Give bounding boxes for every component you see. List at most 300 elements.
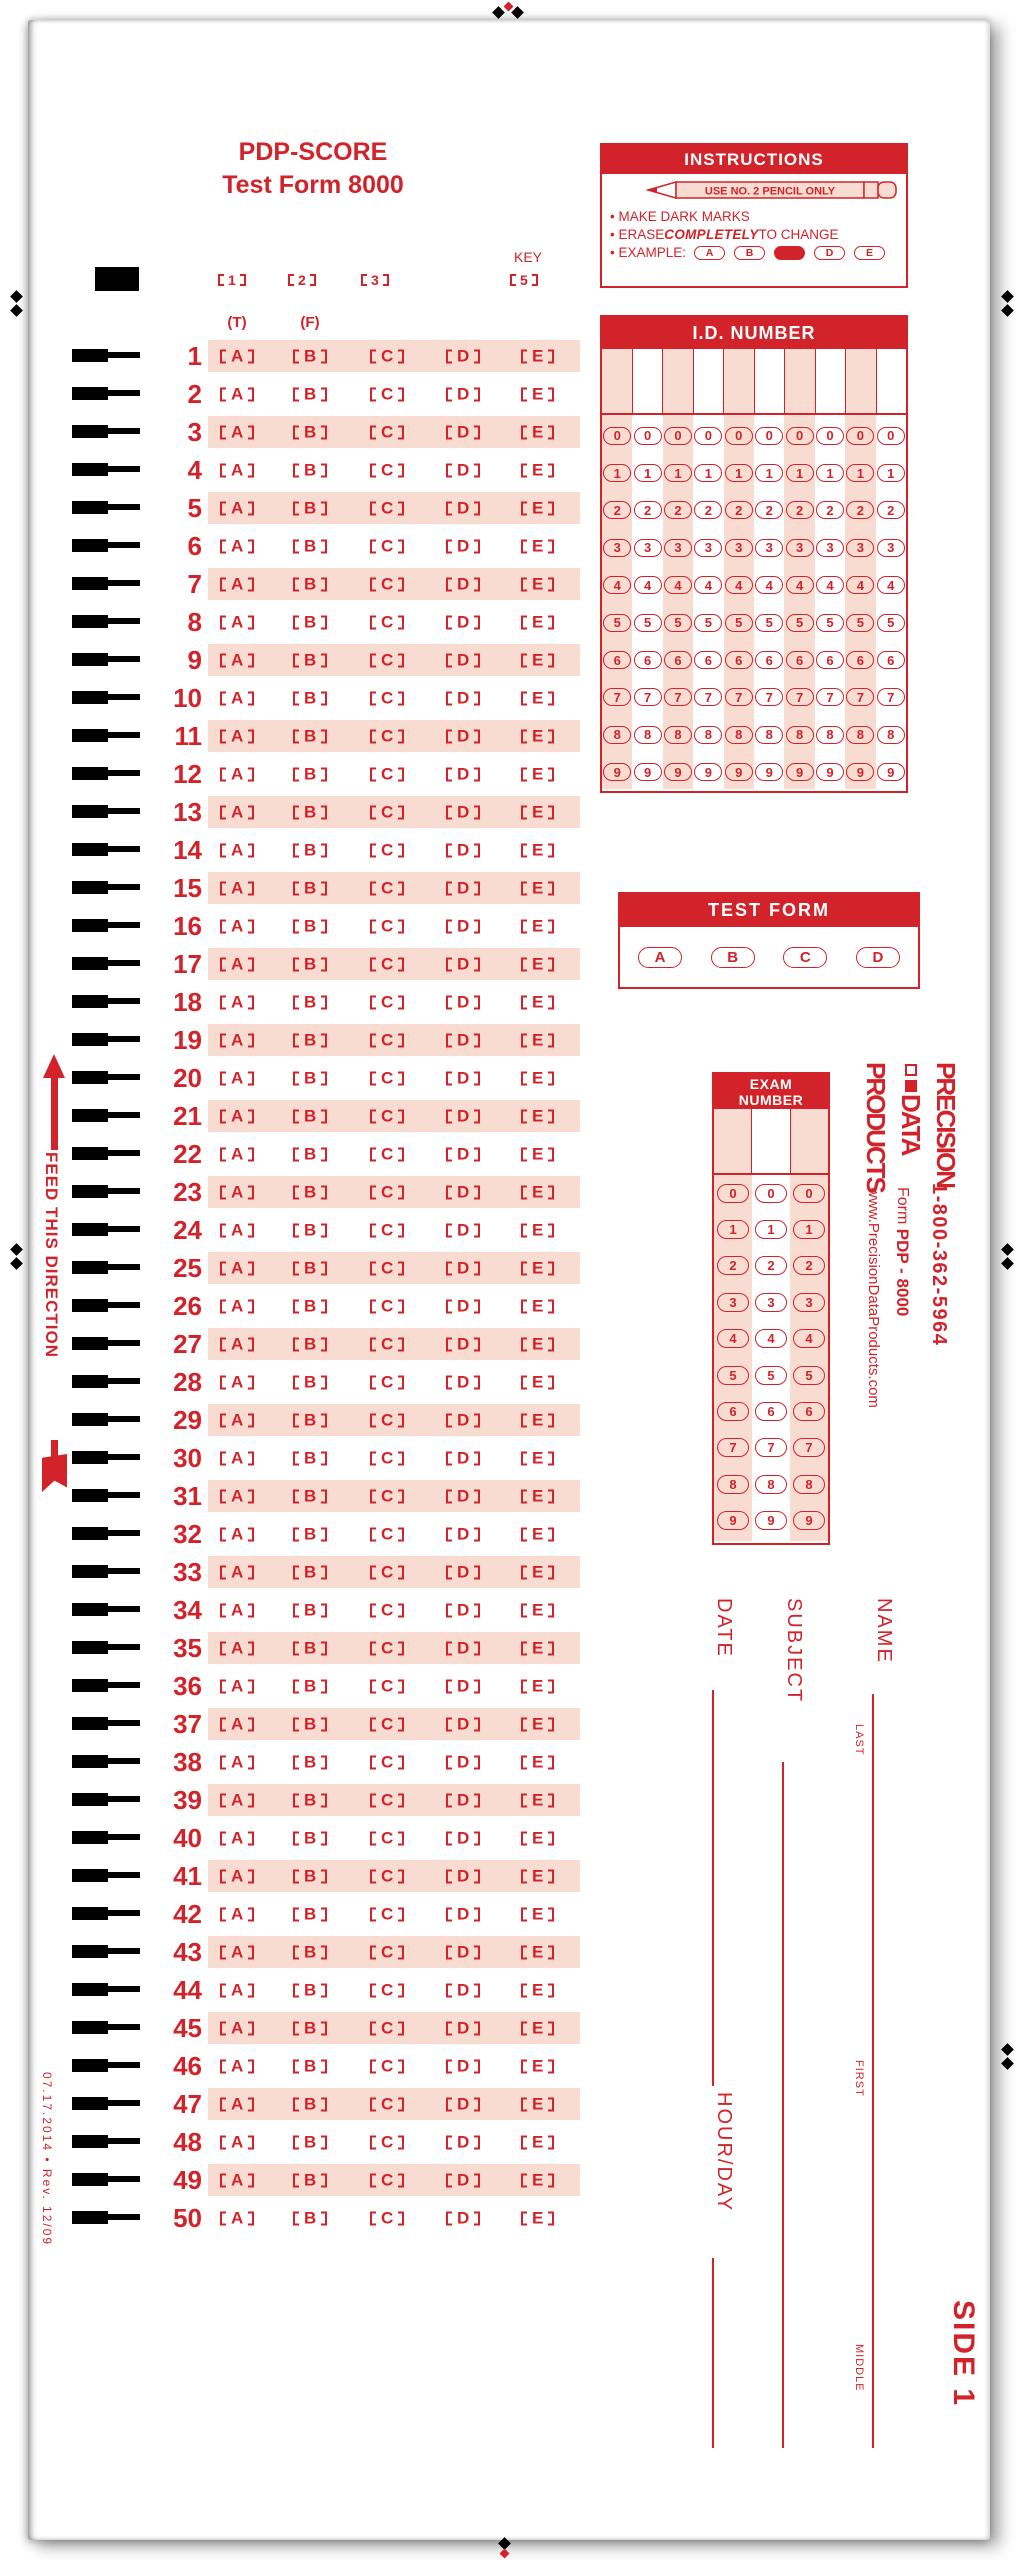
answer-bubble-47-E[interactable] [521, 2096, 554, 2113]
answer-bubble-9-E[interactable] [521, 652, 554, 669]
answer-bubble-13-A[interactable] [220, 804, 254, 821]
id-digit-bubble-6-col8[interactable]: 6 [816, 651, 844, 669]
id-digit-bubble-9-col3[interactable]: 9 [664, 763, 692, 781]
answer-bubble-41-E[interactable] [521, 1868, 554, 1885]
answer-bubble-12-B[interactable] [293, 766, 327, 783]
answer-bubble-35-B[interactable] [293, 1640, 327, 1657]
id-digit-bubble-2-col2[interactable]: 2 [634, 501, 662, 519]
id-digit-bubble-9-col1[interactable]: 9 [603, 763, 631, 781]
answer-bubble-17-B[interactable] [293, 956, 327, 973]
answer-bubble-46-A[interactable] [220, 2058, 254, 2075]
answer-bubble-45-A[interactable] [220, 2020, 254, 2037]
answer-bubble-1-E[interactable] [521, 348, 554, 365]
answer-bubble-43-A[interactable] [220, 1944, 254, 1961]
exam-digit-bubble-4-col3[interactable]: 4 [793, 1329, 825, 1348]
answer-bubble-10-A[interactable] [220, 690, 254, 707]
id-digit-bubble-7-col4[interactable]: 7 [694, 688, 722, 706]
id-digit-bubble-1-col6[interactable]: 1 [755, 464, 783, 482]
answer-bubble-13-B[interactable] [293, 804, 327, 821]
answer-bubble-26-D[interactable] [446, 1298, 480, 1315]
answer-bubble-35-A[interactable] [220, 1640, 254, 1657]
answer-bubble-3-A[interactable] [220, 424, 254, 441]
answer-bubble-49-B[interactable] [293, 2172, 327, 2189]
id-digit-bubble-9-col2[interactable]: 9 [634, 763, 662, 781]
answer-bubble-15-D[interactable] [446, 880, 480, 897]
answer-bubble-50-E[interactable] [521, 2210, 554, 2227]
id-digit-bubble-2-col4[interactable]: 2 [694, 501, 722, 519]
answer-bubble-38-C[interactable] [370, 1754, 404, 1771]
exam-digit-bubble-0-col1[interactable]: 0 [717, 1184, 749, 1203]
answer-bubble-15-C[interactable] [370, 880, 404, 897]
answer-bubble-19-B[interactable] [293, 1032, 327, 1049]
answer-bubble-41-D[interactable] [446, 1868, 480, 1885]
test-form-bubble-A[interactable]: A [638, 947, 682, 968]
answer-bubble-39-E[interactable] [521, 1792, 554, 1809]
answer-bubble-17-E[interactable] [521, 956, 554, 973]
id-digit-bubble-3-col6[interactable]: 3 [755, 539, 783, 557]
exam-digit-bubble-8-col2[interactable]: 8 [755, 1475, 787, 1494]
answer-bubble-18-D[interactable] [446, 994, 480, 1011]
answer-bubble-14-D[interactable] [446, 842, 480, 859]
answer-bubble-46-D[interactable] [446, 2058, 480, 2075]
answer-bubble-39-D[interactable] [446, 1792, 480, 1809]
id-digit-bubble-2-col6[interactable]: 2 [755, 501, 783, 519]
answer-bubble-34-E[interactable] [521, 1602, 554, 1619]
answer-bubble-48-A[interactable] [220, 2134, 254, 2151]
answer-bubble-23-D[interactable] [446, 1184, 480, 1201]
answer-bubble-45-C[interactable] [370, 2020, 404, 2037]
id-digit-bubble-8-col10[interactable]: 8 [877, 726, 905, 744]
answer-bubble-22-B[interactable] [293, 1146, 327, 1163]
exam-digit-bubble-0-col2[interactable]: 0 [755, 1184, 787, 1203]
answer-bubble-20-C[interactable] [370, 1070, 404, 1087]
id-digit-bubble-8-col9[interactable]: 8 [846, 726, 874, 744]
id-digit-bubble-5-col8[interactable]: 5 [816, 614, 844, 632]
id-digit-bubble-1-col5[interactable]: 1 [725, 464, 753, 482]
id-writein-box[interactable] [602, 349, 633, 413]
answer-bubble-20-B[interactable] [293, 1070, 327, 1087]
exam-digit-bubble-2-col3[interactable]: 2 [793, 1256, 825, 1275]
answer-bubble-45-E[interactable] [521, 2020, 554, 2037]
id-digit-bubble-7-col2[interactable]: 7 [634, 688, 662, 706]
answer-bubble-36-B[interactable] [293, 1678, 327, 1695]
answer-bubble-8-D[interactable] [446, 614, 480, 631]
answer-bubble-23-A[interactable] [220, 1184, 254, 1201]
id-digit-bubble-3-col9[interactable]: 3 [846, 539, 874, 557]
exam-digit-bubble-0-col3[interactable]: 0 [793, 1184, 825, 1203]
answer-bubble-21-E[interactable] [521, 1108, 554, 1125]
id-digit-bubble-5-col7[interactable]: 5 [786, 614, 814, 632]
answer-bubble-34-D[interactable] [446, 1602, 480, 1619]
answer-bubble-24-B[interactable] [293, 1222, 327, 1239]
answer-bubble-22-D[interactable] [446, 1146, 480, 1163]
answer-bubble-32-E[interactable] [521, 1526, 554, 1543]
id-writein-box[interactable] [755, 349, 786, 413]
exam-digit-bubble-8-col3[interactable]: 8 [793, 1475, 825, 1494]
answer-bubble-33-A[interactable] [220, 1564, 254, 1581]
answer-bubble-33-C[interactable] [370, 1564, 404, 1581]
answer-bubble-50-B[interactable] [293, 2210, 327, 2227]
answer-bubble-19-E[interactable] [521, 1032, 554, 1049]
answer-bubble-4-E[interactable] [521, 462, 554, 479]
id-digit-bubble-2-col9[interactable]: 2 [846, 501, 874, 519]
id-digit-bubble-8-col4[interactable]: 8 [694, 726, 722, 744]
answer-bubble-8-E[interactable] [521, 614, 554, 631]
id-digit-bubble-6-col3[interactable]: 6 [664, 651, 692, 669]
answer-bubble-48-C[interactable] [370, 2134, 404, 2151]
answer-bubble-45-D[interactable] [446, 2020, 480, 2037]
id-digit-bubble-1-col7[interactable]: 1 [786, 464, 814, 482]
id-writein-box[interactable] [633, 349, 664, 413]
id-digit-bubble-3-col3[interactable]: 3 [664, 539, 692, 557]
answer-bubble-24-C[interactable] [370, 1222, 404, 1239]
answer-bubble-23-C[interactable] [370, 1184, 404, 1201]
answer-bubble-25-A[interactable] [220, 1260, 254, 1277]
answer-bubble-4-C[interactable] [370, 462, 404, 479]
id-digit-bubble-5-col4[interactable]: 5 [694, 614, 722, 632]
id-digit-bubble-8-col5[interactable]: 8 [725, 726, 753, 744]
answer-bubble-15-B[interactable] [293, 880, 327, 897]
exam-digit-bubble-5-col1[interactable]: 5 [717, 1366, 749, 1385]
exam-digit-bubble-1-col1[interactable]: 1 [717, 1220, 749, 1239]
answer-bubble-6-D[interactable] [446, 538, 480, 555]
id-digit-bubble-6-col6[interactable]: 6 [755, 651, 783, 669]
id-digit-bubble-8-col6[interactable]: 8 [755, 726, 783, 744]
answer-bubble-40-B[interactable] [293, 1830, 327, 1847]
answer-bubble-11-D[interactable] [446, 728, 480, 745]
answer-bubble-21-B[interactable] [293, 1108, 327, 1125]
answer-bubble-43-B[interactable] [293, 1944, 327, 1961]
id-digit-bubble-4-col10[interactable]: 4 [877, 576, 905, 594]
id-digit-bubble-6-col1[interactable]: 6 [603, 651, 631, 669]
answer-bubble-4-A[interactable] [220, 462, 254, 479]
answer-bubble-43-D[interactable] [446, 1944, 480, 1961]
answer-bubble-11-E[interactable] [521, 728, 554, 745]
id-digit-bubble-9-col5[interactable]: 9 [725, 763, 753, 781]
id-writein-box[interactable] [877, 349, 907, 413]
id-digit-bubble-0-col9[interactable]: 0 [846, 427, 874, 445]
id-digit-bubble-1-col3[interactable]: 1 [664, 464, 692, 482]
id-digit-bubble-0-col10[interactable]: 0 [877, 427, 905, 445]
answer-bubble-20-A[interactable] [220, 1070, 254, 1087]
exam-digit-bubble-6-col3[interactable]: 6 [793, 1402, 825, 1421]
answer-bubble-12-E[interactable] [521, 766, 554, 783]
id-digit-bubble-7-col5[interactable]: 7 [725, 688, 753, 706]
answer-bubble-29-C[interactable] [370, 1412, 404, 1429]
answer-bubble-16-C[interactable] [370, 918, 404, 935]
answer-bubble-19-C[interactable] [370, 1032, 404, 1049]
id-digit-bubble-3-col1[interactable]: 3 [603, 539, 631, 557]
answer-bubble-17-C[interactable] [370, 956, 404, 973]
answer-bubble-7-C[interactable] [370, 576, 404, 593]
answer-bubble-49-A[interactable] [220, 2172, 254, 2189]
answer-bubble-8-B[interactable] [293, 614, 327, 631]
answer-bubble-2-B[interactable] [293, 386, 327, 403]
answer-bubble-33-B[interactable] [293, 1564, 327, 1581]
answer-bubble-31-A[interactable] [220, 1488, 254, 1505]
id-digit-bubble-5-col2[interactable]: 5 [634, 614, 662, 632]
answer-bubble-17-A[interactable] [220, 956, 254, 973]
id-digit-bubble-7-col9[interactable]: 7 [846, 688, 874, 706]
answer-bubble-31-C[interactable] [370, 1488, 404, 1505]
answer-bubble-29-E[interactable] [521, 1412, 554, 1429]
answer-bubble-45-B[interactable] [293, 2020, 327, 2037]
id-digit-bubble-5-col5[interactable]: 5 [725, 614, 753, 632]
answer-bubble-46-B[interactable] [293, 2058, 327, 2075]
answer-bubble-39-A[interactable] [220, 1792, 254, 1809]
id-digit-bubble-4-col4[interactable]: 4 [694, 576, 722, 594]
id-digit-bubble-6-col5[interactable]: 6 [725, 651, 753, 669]
answer-bubble-42-D[interactable] [446, 1906, 480, 1923]
exam-digit-bubble-2-col1[interactable]: 2 [717, 1256, 749, 1275]
subject-field-line[interactable] [782, 1762, 784, 2448]
id-digit-bubble-6-col2[interactable]: 6 [634, 651, 662, 669]
answer-bubble-27-C[interactable] [370, 1336, 404, 1353]
answer-bubble-44-C[interactable] [370, 1982, 404, 1999]
id-digit-bubble-0-col1[interactable]: 0 [603, 427, 631, 445]
answer-bubble-32-D[interactable] [446, 1526, 480, 1543]
answer-bubble-44-E[interactable] [521, 1982, 554, 1999]
test-form-bubble-C[interactable]: C [783, 947, 827, 968]
id-digit-bubble-1-col1[interactable]: 1 [603, 464, 631, 482]
id-digit-bubble-0-col7[interactable]: 0 [786, 427, 814, 445]
test-form-bubble-D[interactable]: D [856, 947, 900, 968]
answer-bubble-13-C[interactable] [370, 804, 404, 821]
id-digit-bubble-7-col1[interactable]: 7 [603, 688, 631, 706]
id-writein-box[interactable] [724, 349, 755, 413]
exam-digit-bubble-1-col2[interactable]: 1 [755, 1220, 787, 1239]
answer-bubble-26-E[interactable] [521, 1298, 554, 1315]
id-digit-bubble-6-col10[interactable]: 6 [877, 651, 905, 669]
answer-bubble-16-D[interactable] [446, 918, 480, 935]
answer-bubble-28-B[interactable] [293, 1374, 327, 1391]
answer-bubble-21-C[interactable] [370, 1108, 404, 1125]
answer-bubble-37-D[interactable] [446, 1716, 480, 1733]
answer-bubble-11-C[interactable] [370, 728, 404, 745]
answer-bubble-49-E[interactable] [521, 2172, 554, 2189]
answer-bubble-13-E[interactable] [521, 804, 554, 821]
answer-bubble-17-D[interactable] [446, 956, 480, 973]
answer-bubble-9-B[interactable] [293, 652, 327, 669]
answer-bubble-24-D[interactable] [446, 1222, 480, 1239]
id-digit-bubble-7-col8[interactable]: 7 [816, 688, 844, 706]
answer-bubble-28-E[interactable] [521, 1374, 554, 1391]
id-digit-bubble-5-col3[interactable]: 5 [664, 614, 692, 632]
id-digit-bubble-1-col4[interactable]: 1 [694, 464, 722, 482]
exam-writein-box[interactable] [791, 1109, 828, 1173]
answer-bubble-5-B[interactable] [293, 500, 327, 517]
answer-bubble-30-C[interactable] [370, 1450, 404, 1467]
answer-bubble-50-C[interactable] [370, 2210, 404, 2227]
answer-bubble-28-A[interactable] [220, 1374, 254, 1391]
answer-bubble-19-D[interactable] [446, 1032, 480, 1049]
answer-bubble-10-C[interactable] [370, 690, 404, 707]
answer-bubble-12-A[interactable] [220, 766, 254, 783]
answer-bubble-15-A[interactable] [220, 880, 254, 897]
id-digit-bubble-4-col2[interactable]: 4 [634, 576, 662, 594]
answer-bubble-41-A[interactable] [220, 1868, 254, 1885]
id-digit-bubble-9-col6[interactable]: 9 [755, 763, 783, 781]
answer-bubble-14-A[interactable] [220, 842, 254, 859]
answer-bubble-19-A[interactable] [220, 1032, 254, 1049]
answer-bubble-2-D[interactable] [446, 386, 480, 403]
exam-digit-bubble-5-col2[interactable]: 5 [755, 1366, 787, 1385]
answer-bubble-49-C[interactable] [370, 2172, 404, 2189]
id-digit-bubble-4-col3[interactable]: 4 [664, 576, 692, 594]
answer-bubble-6-B[interactable] [293, 538, 327, 555]
answer-bubble-6-A[interactable] [220, 538, 254, 555]
answer-bubble-44-A[interactable] [220, 1982, 254, 1999]
answer-bubble-18-A[interactable] [220, 994, 254, 1011]
answer-bubble-18-E[interactable] [521, 994, 554, 1011]
answer-bubble-1-B[interactable] [293, 348, 327, 365]
exam-writein-box[interactable] [714, 1109, 752, 1173]
answer-bubble-25-B[interactable] [293, 1260, 327, 1277]
answer-bubble-42-A[interactable] [220, 1906, 254, 1923]
answer-bubble-7-E[interactable] [521, 576, 554, 593]
id-digit-bubble-4-col5[interactable]: 4 [725, 576, 753, 594]
exam-digit-bubble-1-col3[interactable]: 1 [793, 1220, 825, 1239]
id-writein-box[interactable] [816, 349, 847, 413]
answer-bubble-12-C[interactable] [370, 766, 404, 783]
date-field-line[interactable] [712, 1690, 714, 2086]
id-digit-bubble-0-col8[interactable]: 0 [816, 427, 844, 445]
answer-bubble-13-D[interactable] [446, 804, 480, 821]
id-digit-bubble-9-col4[interactable]: 9 [694, 763, 722, 781]
answer-bubble-30-D[interactable] [446, 1450, 480, 1467]
answer-bubble-38-B[interactable] [293, 1754, 327, 1771]
id-digit-bubble-1-col8[interactable]: 1 [816, 464, 844, 482]
answer-bubble-48-E[interactable] [521, 2134, 554, 2151]
answer-bubble-25-E[interactable] [521, 1260, 554, 1277]
exam-digit-bubble-9-col2[interactable]: 9 [755, 1511, 787, 1530]
id-digit-bubble-4-col7[interactable]: 4 [786, 576, 814, 594]
answer-bubble-2-E[interactable] [521, 386, 554, 403]
answer-bubble-3-C[interactable] [370, 424, 404, 441]
answer-bubble-32-A[interactable] [220, 1526, 254, 1543]
answer-bubble-40-D[interactable] [446, 1830, 480, 1847]
answer-bubble-30-B[interactable] [293, 1450, 327, 1467]
id-digit-bubble-0-col5[interactable]: 0 [725, 427, 753, 445]
answer-bubble-28-D[interactable] [446, 1374, 480, 1391]
id-digit-bubble-7-col6[interactable]: 7 [755, 688, 783, 706]
answer-bubble-44-B[interactable] [293, 1982, 327, 1999]
answer-bubble-27-A[interactable] [220, 1336, 254, 1353]
id-writein-box[interactable] [785, 349, 816, 413]
exam-writein-box[interactable] [752, 1109, 790, 1173]
exam-digit-bubble-4-col1[interactable]: 4 [717, 1329, 749, 1348]
answer-bubble-33-E[interactable] [521, 1564, 554, 1581]
id-digit-bubble-6-col4[interactable]: 6 [694, 651, 722, 669]
answer-bubble-37-A[interactable] [220, 1716, 254, 1733]
answer-bubble-9-D[interactable] [446, 652, 480, 669]
answer-bubble-27-B[interactable] [293, 1336, 327, 1353]
answer-bubble-14-B[interactable] [293, 842, 327, 859]
id-digit-bubble-5-col1[interactable]: 5 [603, 614, 631, 632]
id-digit-bubble-2-col3[interactable]: 2 [664, 501, 692, 519]
exam-digit-bubble-7-col1[interactable]: 7 [717, 1438, 749, 1457]
id-digit-bubble-2-col5[interactable]: 2 [725, 501, 753, 519]
answer-bubble-36-C[interactable] [370, 1678, 404, 1695]
id-digit-bubble-1-col9[interactable]: 1 [846, 464, 874, 482]
answer-bubble-40-A[interactable] [220, 1830, 254, 1847]
answer-bubble-11-A[interactable] [220, 728, 254, 745]
answer-bubble-25-C[interactable] [370, 1260, 404, 1277]
answer-bubble-29-D[interactable] [446, 1412, 480, 1429]
id-digit-bubble-8-col8[interactable]: 8 [816, 726, 844, 744]
exam-digit-bubble-2-col2[interactable]: 2 [755, 1256, 787, 1275]
id-digit-bubble-8-col1[interactable]: 8 [603, 726, 631, 744]
id-digit-bubble-7-col7[interactable]: 7 [786, 688, 814, 706]
id-writein-box[interactable] [663, 349, 694, 413]
answer-bubble-22-E[interactable] [521, 1146, 554, 1163]
answer-bubble-7-D[interactable] [446, 576, 480, 593]
answer-bubble-35-D[interactable] [446, 1640, 480, 1657]
answer-bubble-15-E[interactable] [521, 880, 554, 897]
answer-bubble-46-C[interactable] [370, 2058, 404, 2075]
answer-bubble-24-E[interactable] [521, 1222, 554, 1239]
answer-bubble-31-B[interactable] [293, 1488, 327, 1505]
id-digit-bubble-8-col3[interactable]: 8 [664, 726, 692, 744]
answer-bubble-42-E[interactable] [521, 1906, 554, 1923]
id-digit-bubble-3-col2[interactable]: 3 [634, 539, 662, 557]
answer-bubble-5-D[interactable] [446, 500, 480, 517]
answer-bubble-21-D[interactable] [446, 1108, 480, 1125]
answer-bubble-37-E[interactable] [521, 1716, 554, 1733]
answer-bubble-42-B[interactable] [293, 1906, 327, 1923]
answer-bubble-49-D[interactable] [446, 2172, 480, 2189]
id-digit-bubble-2-col1[interactable]: 2 [603, 501, 631, 519]
answer-bubble-34-A[interactable] [220, 1602, 254, 1619]
answer-bubble-31-D[interactable] [446, 1488, 480, 1505]
id-digit-bubble-9-col9[interactable]: 9 [846, 763, 874, 781]
answer-bubble-10-D[interactable] [446, 690, 480, 707]
exam-digit-bubble-7-col3[interactable]: 7 [793, 1438, 825, 1457]
id-digit-bubble-7-col10[interactable]: 7 [877, 688, 905, 706]
id-digit-bubble-5-col10[interactable]: 5 [877, 614, 905, 632]
answer-bubble-20-D[interactable] [446, 1070, 480, 1087]
id-digit-bubble-8-col7[interactable]: 8 [786, 726, 814, 744]
answer-bubble-14-E[interactable] [521, 842, 554, 859]
answer-bubble-6-C[interactable] [370, 538, 404, 555]
answer-bubble-38-D[interactable] [446, 1754, 480, 1771]
exam-digit-bubble-3-col3[interactable]: 3 [793, 1293, 825, 1312]
answer-bubble-48-B[interactable] [293, 2134, 327, 2151]
answer-bubble-47-B[interactable] [293, 2096, 327, 2113]
answer-bubble-25-D[interactable] [446, 1260, 480, 1277]
answer-bubble-9-C[interactable] [370, 652, 404, 669]
answer-bubble-5-A[interactable] [220, 500, 254, 517]
answer-bubble-43-E[interactable] [521, 1944, 554, 1961]
answer-bubble-41-C[interactable] [370, 1868, 404, 1885]
answer-bubble-30-A[interactable] [220, 1450, 254, 1467]
id-digit-bubble-3-col8[interactable]: 3 [816, 539, 844, 557]
answer-bubble-35-E[interactable] [521, 1640, 554, 1657]
id-digit-bubble-6-col9[interactable]: 6 [846, 651, 874, 669]
answer-bubble-24-A[interactable] [220, 1222, 254, 1239]
answer-bubble-2-C[interactable] [370, 386, 404, 403]
id-digit-bubble-3-col10[interactable]: 3 [877, 539, 905, 557]
exam-digit-bubble-5-col3[interactable]: 5 [793, 1366, 825, 1385]
answer-bubble-3-B[interactable] [293, 424, 327, 441]
answer-bubble-2-A[interactable] [220, 386, 254, 403]
answer-bubble-32-B[interactable] [293, 1526, 327, 1543]
answer-bubble-47-D[interactable] [446, 2096, 480, 2113]
exam-digit-bubble-9-col1[interactable]: 9 [717, 1511, 749, 1530]
test-form-bubble-B[interactable]: B [711, 947, 755, 968]
id-digit-bubble-4-col8[interactable]: 4 [816, 576, 844, 594]
answer-bubble-21-A[interactable] [220, 1108, 254, 1125]
